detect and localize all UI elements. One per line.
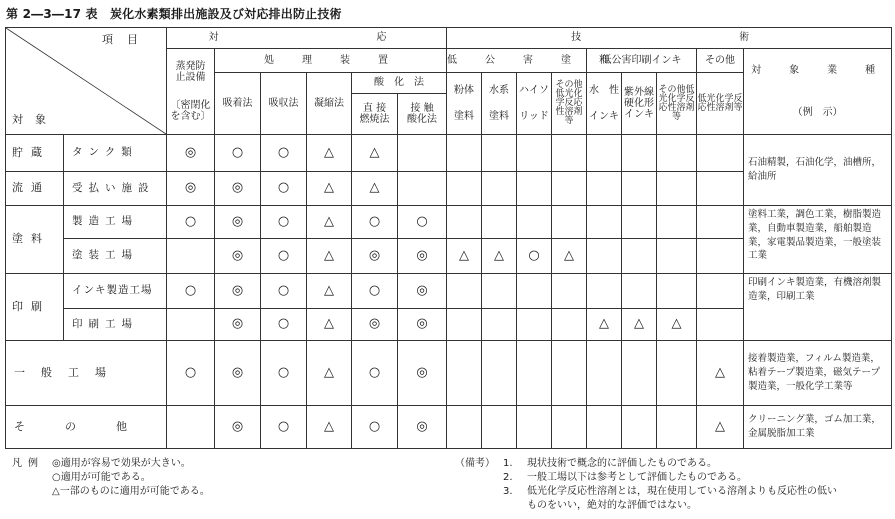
chokusetsu-line1: 直 接 [362,102,387,114]
note-continuation: ものをいい，絶対的な評価ではない。 [527,500,697,511]
cell: ○ [352,341,398,406]
cell: △ [352,172,398,206]
note-text: 低光化学反応性溶剤とは，現在使用している溶剤よりも反応性の低い [527,486,837,497]
note-number: 2. [503,472,513,483]
row-subcategory: インキ製造工場 [64,274,167,309]
cell [517,309,552,341]
header-shori: 処 理 装 置 [215,49,447,73]
cell: ○ [261,206,307,239]
row-subcategory: タンク類 [64,135,167,172]
cell: ○ [261,239,307,274]
note-item [455,485,890,499]
header-funtai [447,73,482,135]
cell: ◎ [215,206,261,239]
shokubai-line1: 接 触 [410,102,434,114]
cell [517,206,552,239]
cell [482,135,517,172]
cell: ◎ [215,406,261,449]
cell: △ [482,239,517,274]
suikei-line1: 水系 [489,85,510,97]
cell: ○ [352,406,398,449]
header-gijutsu: 技 術 [447,28,892,49]
row-subcategory: 印刷工場 [64,309,167,341]
cell [657,274,697,309]
note-text: 現状技術で概念的に評価したものである。 [527,458,717,469]
cell: ○ [261,135,307,172]
cell [552,341,587,406]
cell: △ [697,341,744,406]
header-kyushu: 吸収法 [261,73,307,135]
header-teikougai-toryo: 低 公 害 塗 料 [447,49,587,73]
ink-sui-line1: 水 性 [589,85,620,97]
cell [517,341,552,406]
cell: ○ [352,274,398,309]
row-category: 貯蔵 [6,135,64,172]
cell [517,274,552,309]
cell [697,309,744,341]
cell: ○ [167,274,215,309]
cell: ○ [167,341,215,406]
jouhatsu-line4: を含む〕 [170,110,211,122]
cell: ◎ [215,239,261,274]
row-subcategory: 製造工場 [64,206,167,239]
cell: ◎ [352,309,398,341]
header-sanka: 酸 化 法 [352,73,447,94]
cell [657,239,697,274]
table-row [6,406,892,449]
table-row [6,274,892,309]
cell: △ [622,309,657,341]
cell: △ [307,135,352,172]
cell [622,206,657,239]
cell: ◎ [398,239,447,274]
shokubai-line2: 酸化法 [407,114,438,125]
table-row [6,135,892,172]
cell: △ [307,341,352,406]
cell [447,206,482,239]
cell [697,172,744,206]
ink-uv-line1: 紫外線 [624,86,655,98]
table-title: 第 2―3―17 表 炭化水素類排出施設及び対応排出防止技術 [6,7,342,21]
cell [517,172,552,206]
cell [167,309,215,341]
cell: △ [307,309,352,341]
chokusetsu-line2: 燃焼法 [359,114,390,125]
header-suikei [482,73,517,135]
corner-item-label: 項目 [102,33,152,46]
cell: △ [352,135,398,172]
ink-uv-line3: インキ [624,109,655,121]
header-taio: 対 応 [167,28,447,49]
cell: ○ [261,309,307,341]
cell [482,274,517,309]
header-ink-suisei [587,73,622,135]
cell: △ [587,309,622,341]
cell [657,172,697,206]
cell [622,341,657,406]
header-industry [744,49,892,135]
row-subcategory: 受払い施設 [64,172,167,206]
legend-items [52,457,312,499]
emission-control-table [5,27,892,449]
row-subcategory: 塗装工場 [64,239,167,274]
header-corner [6,28,167,135]
header-gyoshuku: 凝縮法 [307,73,352,135]
header-jouhatsu [167,49,215,135]
row-category: 塗料 [6,206,64,274]
cell: ○ [398,206,447,239]
cell [482,406,517,449]
cell [482,206,517,239]
jouhatsu-line2: 止設備 [175,72,206,84]
cell [587,274,622,309]
cell [622,172,657,206]
cell [482,341,517,406]
cell: △ [307,274,352,309]
cell: ◎ [398,406,447,449]
cell [697,206,744,239]
spacer [167,84,214,100]
cell: △ [307,206,352,239]
notes [455,457,890,513]
cell: ◎ [215,341,261,406]
cell [657,135,697,172]
ink-uv-line2: 硬化形 [624,97,655,109]
row-category: 印刷 [6,274,64,341]
cell [517,135,552,172]
cell [447,341,482,406]
notes-label: （備考） [455,458,495,469]
header-shokubai [398,94,447,135]
ink-sui-line2: インキ [589,110,620,122]
cell [482,309,517,341]
note-item [455,471,890,485]
funtai-line1: 粉体 [454,85,475,97]
cell: ◎ [398,341,447,406]
cell: △ [657,309,697,341]
legend-label: 凡例 [12,458,44,469]
cell [398,172,447,206]
note-text: 一般工場以下は参考として評価したものである。 [527,472,747,483]
cell [587,239,622,274]
cell [482,172,517,206]
cell: ◎ [215,309,261,341]
header-teikougai-ink: 低公害印刷インキ [587,49,697,73]
cell [552,309,587,341]
cell: ◎ [352,239,398,274]
cell [552,206,587,239]
cell: ○ [261,274,307,309]
table-row [6,206,892,239]
legend-item: ◎適用が容易で効果が大きい。 [52,458,191,469]
cell [622,406,657,449]
header-chokusetsu [352,94,398,135]
cell: ○ [517,239,552,274]
cell [552,274,587,309]
cell: ◎ [398,309,447,341]
haisolid-line1: ハイソ [519,85,550,97]
cell: ○ [261,172,307,206]
spacer [447,97,481,111]
header-sonota-sub: 低光化学反応性溶剤等 [697,73,744,135]
cell [587,135,622,172]
cell: △ [307,172,352,206]
header-toryo-other: その他低光化学反応性溶剤等 [552,73,587,135]
cell: ◎ [398,274,447,309]
cell: ○ [215,135,261,172]
cell: ○ [261,341,307,406]
cell: △ [307,406,352,449]
spacer [744,77,891,107]
cell [697,135,744,172]
cell: ◎ [215,172,261,206]
header-haisolid [517,73,552,135]
industry-line1: 対 象 業 種 [751,65,885,77]
cell [447,172,482,206]
cell [167,239,215,274]
note-item [455,457,890,471]
cell [587,406,622,449]
row-category: 一般工場 [6,341,167,406]
row-category: 流通 [6,172,64,206]
header-kyuchaku: 吸着法 [215,73,261,135]
note-number: 1. [503,458,513,469]
spacer [482,97,516,111]
cell [587,206,622,239]
cell: △ [447,239,482,274]
cell: ◎ [167,135,215,172]
cell: ◎ [215,274,261,309]
cell [447,309,482,341]
industry-general: 接着製造業，フィルム製造業，粘着テープ製造業，磁気テープ製造業，一般化学工業等 [744,341,892,406]
cell [447,135,482,172]
cell [552,172,587,206]
haisolid-line2: リッド [519,110,549,122]
spacer [517,97,551,111]
cell [657,341,697,406]
cell [697,239,744,274]
cell: △ [697,406,744,449]
cell [622,239,657,274]
cell [552,135,587,172]
header-sonota: その他 [697,49,744,73]
row-category: その他 [6,406,167,449]
header-ink-uv [622,73,657,135]
cell [398,135,447,172]
cell [587,172,622,206]
cell [167,406,215,449]
cell [697,274,744,309]
industry-paint: 塗料工業，調色工業，樹脂製造業，自動車製造業，船舶製造業，家電製品製造業，一般塗装工業 [744,206,892,274]
spacer [587,97,621,111]
header-ink-other: その他低光化学反応性溶剤等 [657,73,697,135]
cell [622,135,657,172]
industry-line2: （例 示） [792,106,843,118]
legend-item: △一部のものに適用が可能である。 [52,486,210,497]
suikei-line2: 塗料 [489,110,510,122]
cell: △ [552,239,587,274]
cell [552,406,587,449]
cell: ○ [352,206,398,239]
funtai-line2: 塗料 [454,110,475,122]
cell: ○ [261,406,307,449]
cell: △ [307,239,352,274]
cell [517,406,552,449]
cell [447,274,482,309]
cell [657,406,697,449]
jouhatsu-line3: 〔密閉化 [170,99,211,111]
jouhatsu-line1: 蒸発防 [175,61,206,73]
cell [657,206,697,239]
legend-item: ○適用が可能である。 [52,472,151,483]
cell: ◎ [167,172,215,206]
industry-print: 印刷インキ製造業，有機溶剤製造業，印刷工業 [744,274,892,341]
industry-storage: 石油精製，石油化学，油槽所，給油所 [744,135,892,206]
cell: ○ [167,206,215,239]
table-row [6,341,892,406]
corner-target-label: 対象 [12,112,58,126]
industry-other: クリーニング業，ゴム加工業，金属脱脂加工業 [744,406,892,449]
cell [587,341,622,406]
note-number: 3. [503,486,513,497]
cell [447,406,482,449]
cell [622,274,657,309]
